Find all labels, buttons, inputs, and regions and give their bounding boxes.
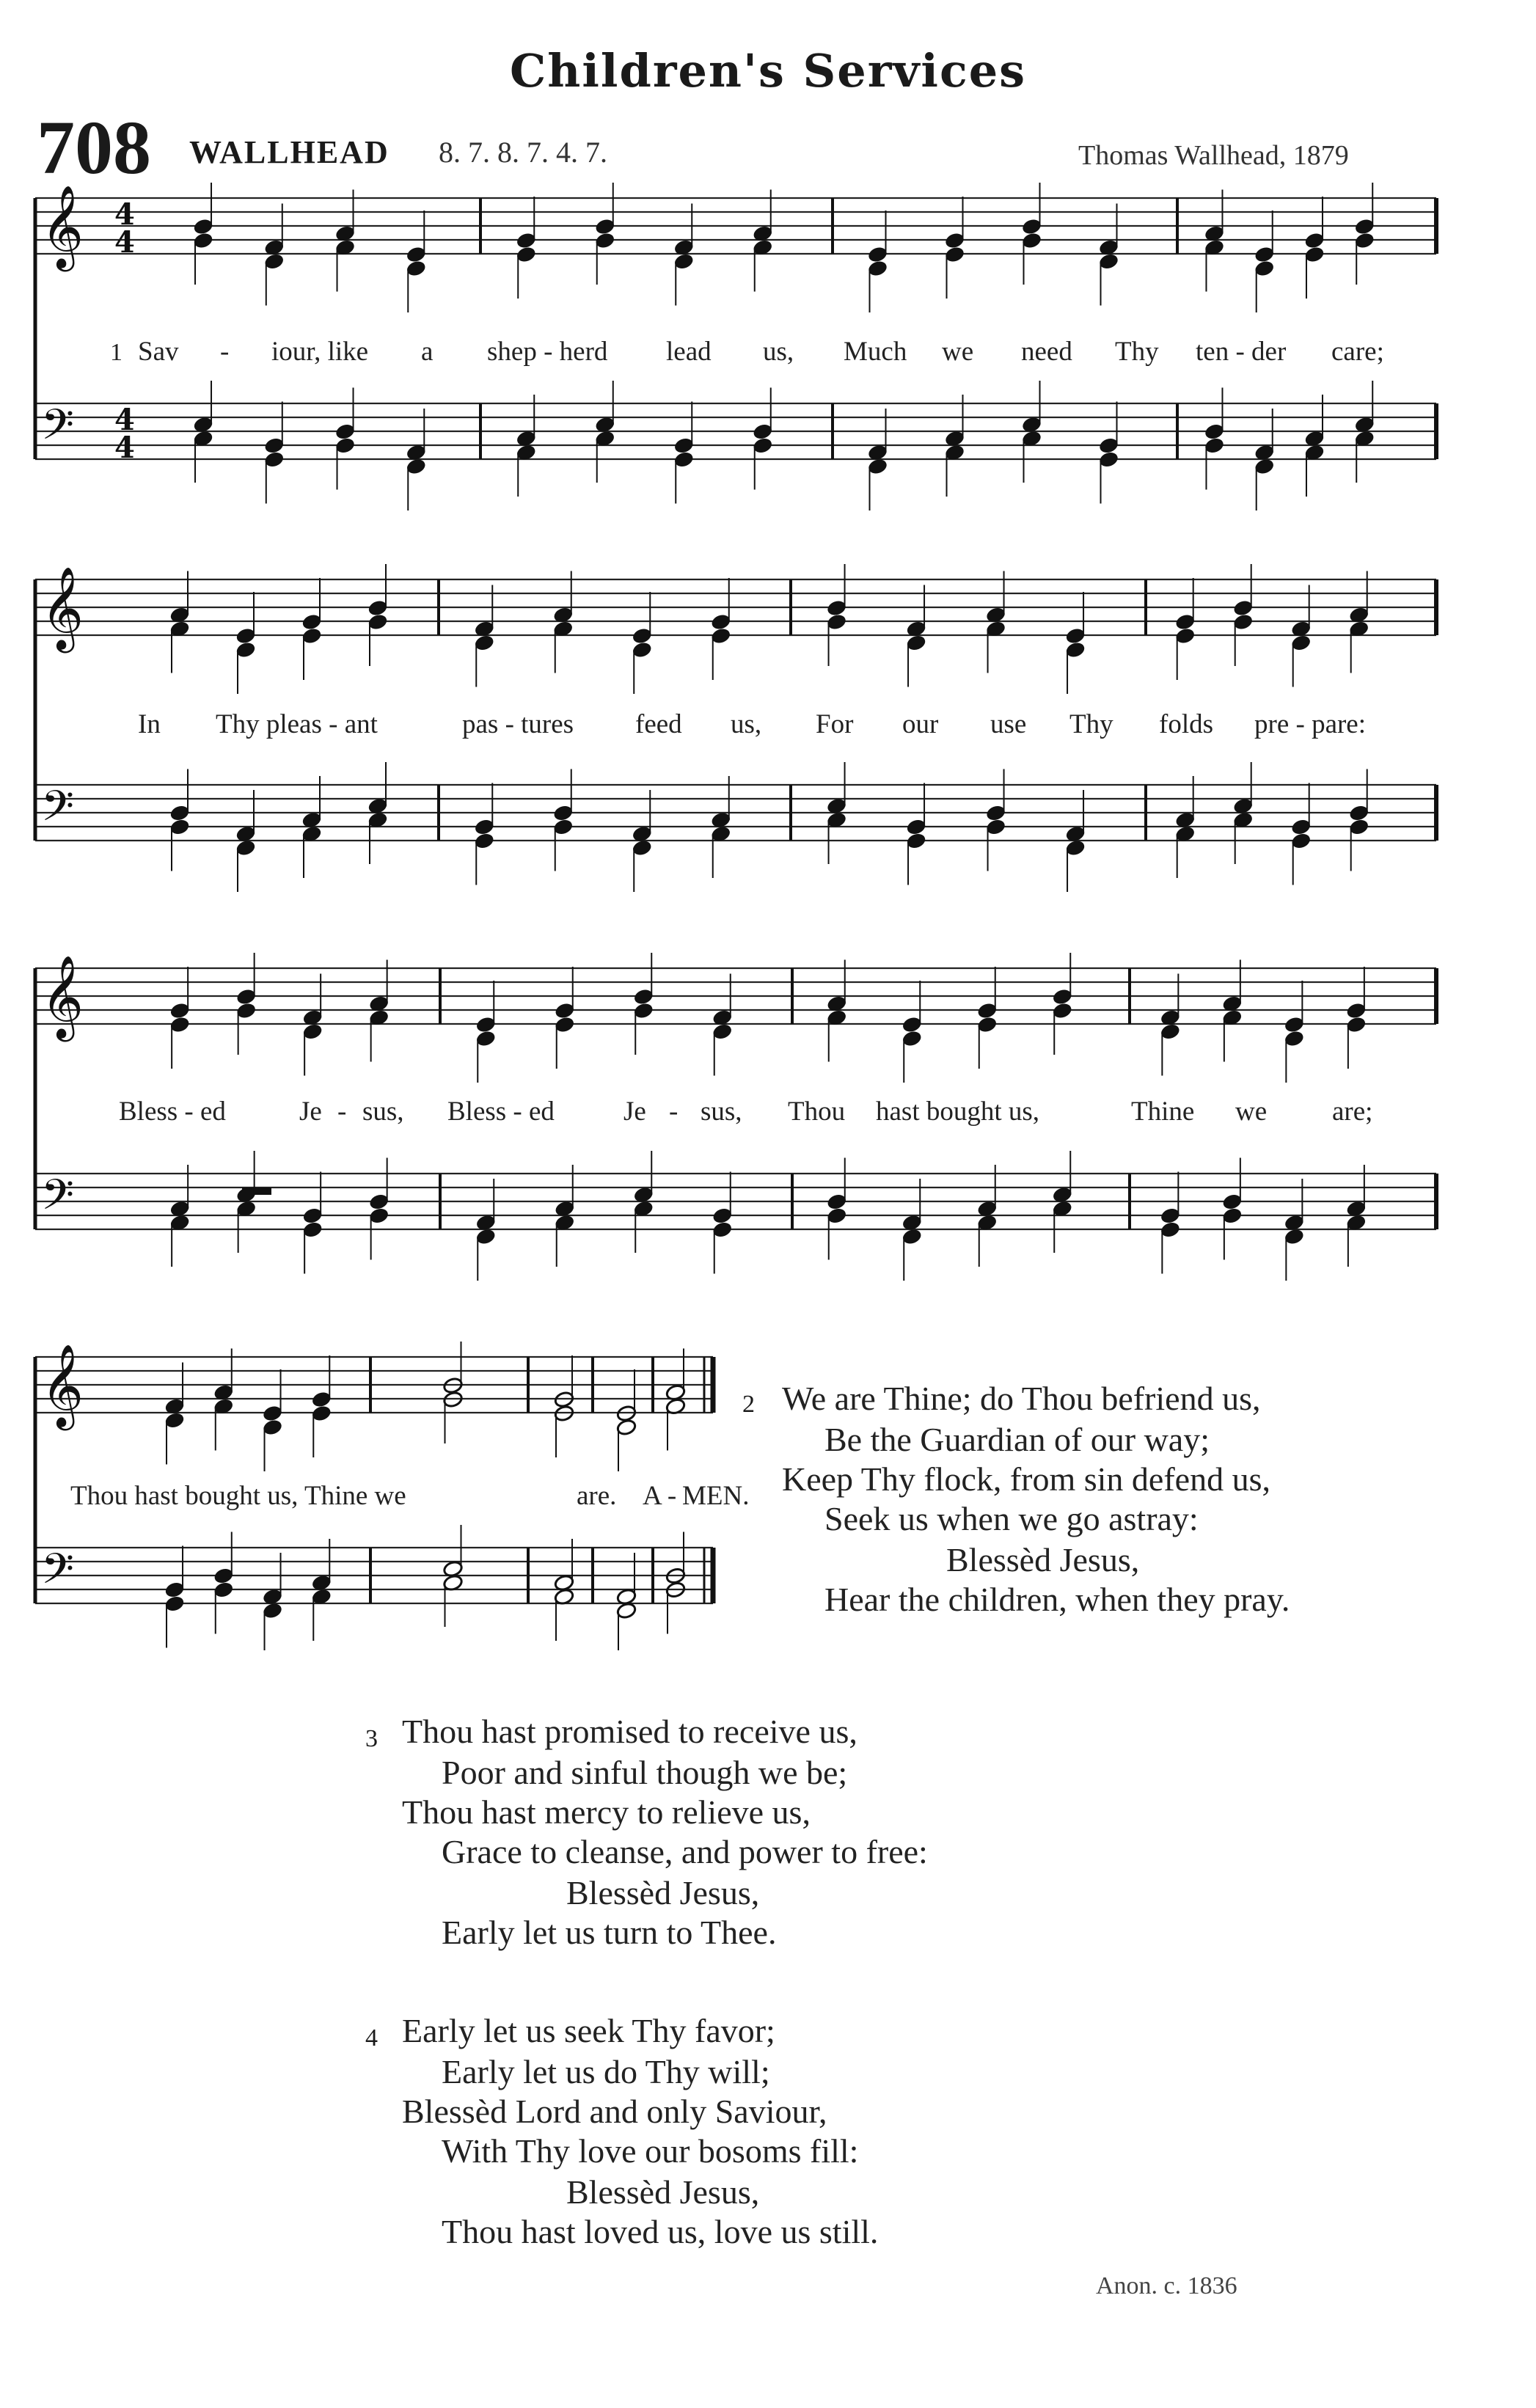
notehead: [1175, 613, 1196, 631]
verse-line: Be the Guardian of our way;: [824, 1421, 1210, 1458]
notehead: [827, 1207, 847, 1224]
bass-clef-icon: 𝄢: [41, 1170, 75, 1230]
notehead: [262, 1405, 282, 1422]
notehead: [1254, 458, 1275, 475]
verse-line: Thou hast promised to receive us,: [402, 1713, 857, 1750]
notehead: [169, 1016, 190, 1033]
verse-line: Early let us do Thy will;: [442, 2053, 770, 2090]
notehead: [474, 818, 494, 835]
lyric-syllable: Thou: [788, 1097, 846, 1127]
section-title: Children's Services: [509, 44, 1027, 98]
lyric-syllable: pre - pare:: [1254, 709, 1367, 739]
bass-clef-icon: 𝄢: [41, 1544, 75, 1604]
notehead: [1346, 1016, 1367, 1033]
lyric-syllable: Thy pleas - ant: [216, 709, 378, 739]
lyric-syllable: our: [902, 709, 939, 739]
lyric-syllable: Thy: [1069, 709, 1113, 739]
notehead: [1052, 988, 1072, 1006]
lyric-syllable: we: [1235, 1097, 1268, 1127]
notehead: [632, 641, 652, 659]
lyric-syllable: hast bought us,: [876, 1097, 1040, 1127]
verse-line: Seek us when we go astray:: [824, 1500, 1199, 1537]
notehead: [1160, 1207, 1180, 1224]
notehead: [1065, 839, 1086, 857]
notehead: [516, 232, 536, 249]
notehead: [235, 627, 256, 645]
notehead: [595, 232, 615, 249]
notehead: [1291, 818, 1312, 835]
bass-clef-icon: 𝄢: [41, 400, 75, 460]
notehead: [311, 1405, 332, 1422]
notehead: [906, 818, 926, 835]
notehead: [406, 458, 426, 475]
notehead: [1065, 627, 1086, 645]
notehead: [1160, 1022, 1180, 1040]
notehead: [1346, 1002, 1367, 1020]
notehead: [616, 1602, 637, 1620]
lyric-syllable: need: [1021, 337, 1072, 367]
notehead: [632, 839, 652, 857]
notehead: [1354, 232, 1375, 249]
notehead: [264, 252, 285, 270]
notehead: [262, 1602, 282, 1620]
notehead: [264, 450, 285, 468]
lyric-syllable: Bless - ed: [119, 1097, 226, 1127]
notehead: [367, 599, 388, 617]
notehead: [633, 988, 654, 1006]
notehead: [164, 1595, 185, 1612]
notehead: [1284, 1016, 1304, 1033]
notehead: [753, 436, 773, 454]
notehead: [406, 260, 426, 277]
notehead: [368, 1193, 389, 1210]
lyric-syllable: sus,: [362, 1097, 404, 1127]
notehead: [302, 1221, 323, 1238]
verse-line: With Thy love our bosoms fill:: [442, 2132, 859, 2170]
lyric-syllable: us,: [731, 709, 762, 739]
lyric-syllable: In: [138, 709, 161, 739]
stanza-number: 2: [742, 1391, 755, 1418]
notehead: [169, 804, 190, 821]
notehead: [944, 232, 965, 249]
notehead: [1233, 613, 1254, 631]
notehead: [213, 1567, 234, 1584]
notehead: [1160, 1221, 1180, 1238]
treble-clef-icon: 𝄞: [41, 185, 84, 268]
lyric-syllable: iour, like: [271, 337, 369, 367]
lyric-syllable: folds: [1159, 709, 1213, 739]
stanza-number: 3: [365, 1725, 378, 1752]
bass-clef-icon: 𝄢: [41, 781, 75, 841]
notehead: [1304, 246, 1325, 263]
notehead: [474, 634, 494, 651]
time-signature: 4: [114, 225, 135, 260]
notehead: [1354, 218, 1375, 235]
notehead: [902, 1030, 922, 1047]
lyric-syllable: -: [669, 1097, 679, 1127]
notehead: [1254, 246, 1275, 263]
lyric-syllable: use: [990, 709, 1027, 739]
notehead: [867, 458, 888, 475]
treble-clef-icon: 𝄞: [41, 566, 84, 650]
notehead: [1291, 832, 1312, 849]
lyric-syllable: -: [220, 337, 230, 367]
notehead: [1222, 1207, 1243, 1224]
notehead: [1052, 1002, 1072, 1020]
notehead: [555, 1002, 575, 1020]
notehead: [944, 246, 965, 263]
lyric-syllable: -: [337, 1097, 347, 1127]
amen-label: MEN.: [682, 1481, 750, 1511]
notehead: [475, 1228, 496, 1245]
notehead: [301, 627, 322, 645]
notehead: [906, 634, 926, 651]
verse-line: Keep Thy flock, from sin defend us,: [782, 1460, 1270, 1498]
notehead: [711, 613, 731, 631]
notehead: [262, 1419, 282, 1436]
notehead: [977, 1002, 998, 1020]
notehead: [673, 436, 694, 454]
notehead: [1175, 627, 1196, 645]
verse-line: Blessèd Jesus,: [946, 1541, 1140, 1578]
notehead: [169, 818, 190, 835]
notehead: [712, 1022, 733, 1040]
lyric-syllable: Thou hast bought us, Thine we: [70, 1481, 406, 1511]
lyric-syllable: Much: [844, 337, 907, 367]
verse-line: Blessèd Jesus,: [566, 2173, 760, 2211]
notehead: [516, 246, 536, 263]
lyric-syllable: us,: [763, 337, 794, 367]
lyric-syllable: are;: [1332, 1097, 1373, 1127]
lyric-syllable: lead: [666, 337, 712, 367]
lyric-syllable: we: [942, 337, 974, 367]
notehead: [301, 613, 322, 631]
notehead: [1098, 252, 1119, 270]
notehead: [985, 804, 1006, 821]
notehead: [555, 1016, 575, 1033]
notehead: [673, 450, 694, 468]
time-signature: 4: [114, 431, 135, 465]
lyric-syllable: Sav: [138, 337, 179, 367]
verse-line: We are Thine; do Thou befriend us,: [782, 1380, 1261, 1417]
notehead: [1021, 218, 1042, 235]
lyric-syllable: ten - der: [1196, 337, 1287, 367]
treble-clef-icon: 𝄞: [41, 1344, 84, 1427]
notehead: [867, 246, 888, 263]
notehead: [1222, 1193, 1243, 1210]
notehead: [906, 832, 926, 849]
notehead: [1098, 436, 1119, 454]
verse-line: Thou hast mercy to relieve us,: [402, 1793, 811, 1831]
notehead: [1284, 1228, 1304, 1245]
notehead: [235, 988, 256, 1006]
notehead: [1204, 436, 1224, 454]
notehead: [1233, 599, 1254, 617]
notehead: [553, 818, 574, 835]
lyric-syllable: pas - tures: [462, 709, 574, 739]
meter: 8. 7. 8. 7. 4. 7.: [439, 136, 607, 169]
lyric-syllable: are.: [577, 1481, 617, 1511]
notehead: [164, 1411, 185, 1429]
lyric-syllable: A -: [643, 1481, 677, 1511]
lyric-syllable: For: [816, 709, 854, 739]
lyric-syllable: shep - herd: [487, 337, 608, 367]
stanza-number: 4: [365, 2024, 378, 2052]
verse-line: Grace to cleanse, and power to free:: [442, 1833, 928, 1870]
notehead: [553, 804, 574, 821]
notehead: [1098, 450, 1119, 468]
notehead: [169, 1002, 190, 1020]
notehead: [902, 1228, 922, 1245]
notehead: [1065, 641, 1086, 659]
verse-line: Blessèd Lord and only Saviour,: [402, 2093, 827, 2130]
notehead: [711, 627, 731, 645]
notehead: [235, 839, 256, 857]
notehead: [1254, 260, 1275, 277]
notehead: [475, 1016, 496, 1033]
notehead: [1349, 804, 1369, 821]
notehead: [977, 1016, 998, 1033]
notehead: [753, 422, 773, 440]
notehead: [311, 1391, 332, 1408]
verse-line: Hear the children, when they pray.: [824, 1581, 1290, 1618]
verse-line: Blessèd Jesus,: [566, 1874, 760, 1911]
notehead: [193, 218, 213, 235]
lyric-syllable: feed: [635, 709, 682, 739]
notehead: [616, 1419, 637, 1436]
notehead: [826, 599, 846, 617]
verse-line: Early let us turn to Thee.: [442, 1914, 777, 1951]
stanza-number: 1: [110, 339, 122, 366]
notehead: [235, 641, 256, 659]
lyric-syllable: sus,: [701, 1097, 742, 1127]
author-attribution: Anon. c. 1836: [1096, 2272, 1237, 2299]
notehead: [1204, 422, 1224, 440]
notehead: [712, 1221, 733, 1238]
notehead: [1304, 232, 1325, 249]
treble-clef-icon: 𝄞: [41, 955, 84, 1039]
notehead: [632, 627, 652, 645]
notehead: [193, 232, 213, 249]
notehead: [985, 818, 1006, 835]
lyric-syllable: care;: [1331, 337, 1384, 367]
lyric-syllable: a: [421, 337, 434, 367]
notehead: [475, 1030, 496, 1047]
notehead: [1284, 1030, 1304, 1047]
notehead: [164, 1581, 185, 1598]
notehead: [334, 422, 355, 440]
notehead: [633, 1002, 654, 1020]
time-signature: 4: [114, 403, 135, 437]
tune-name: WALLHEAD: [189, 134, 390, 170]
notehead: [302, 1207, 323, 1224]
notehead: [367, 613, 388, 631]
notehead: [406, 246, 426, 263]
lyric-syllable: Je: [299, 1097, 322, 1127]
notehead: [712, 1207, 733, 1224]
lyric-syllable: Je: [623, 1097, 646, 1127]
notehead: [827, 1193, 847, 1210]
notehead: [474, 832, 494, 849]
notehead: [235, 1002, 256, 1020]
notehead: [1349, 818, 1369, 835]
notehead: [213, 1581, 234, 1598]
composer: Thomas Wallhead, 1879: [1078, 140, 1349, 171]
lyric-syllable: Thine: [1131, 1097, 1195, 1127]
notehead: [826, 613, 846, 631]
notehead: [334, 436, 355, 454]
notehead: [902, 1016, 922, 1033]
notehead: [673, 252, 694, 270]
hymn-number: 708: [37, 106, 151, 190]
lyric-syllable: Thy: [1115, 337, 1159, 367]
verse-line: Poor and sinful though we be;: [442, 1754, 848, 1791]
notehead: [264, 436, 285, 454]
lyric-syllable: Bless - ed: [447, 1097, 555, 1127]
notehead: [595, 218, 615, 235]
notehead: [368, 1207, 389, 1224]
notehead: [1021, 232, 1042, 249]
verse-line: Early let us seek Thy favor;: [402, 2012, 775, 2049]
notehead: [302, 1022, 323, 1040]
time-signature: 4: [114, 197, 135, 232]
verse-line: Thou hast loved us, love us still.: [442, 2213, 879, 2250]
notehead: [1291, 634, 1312, 651]
notehead: [867, 260, 888, 277]
